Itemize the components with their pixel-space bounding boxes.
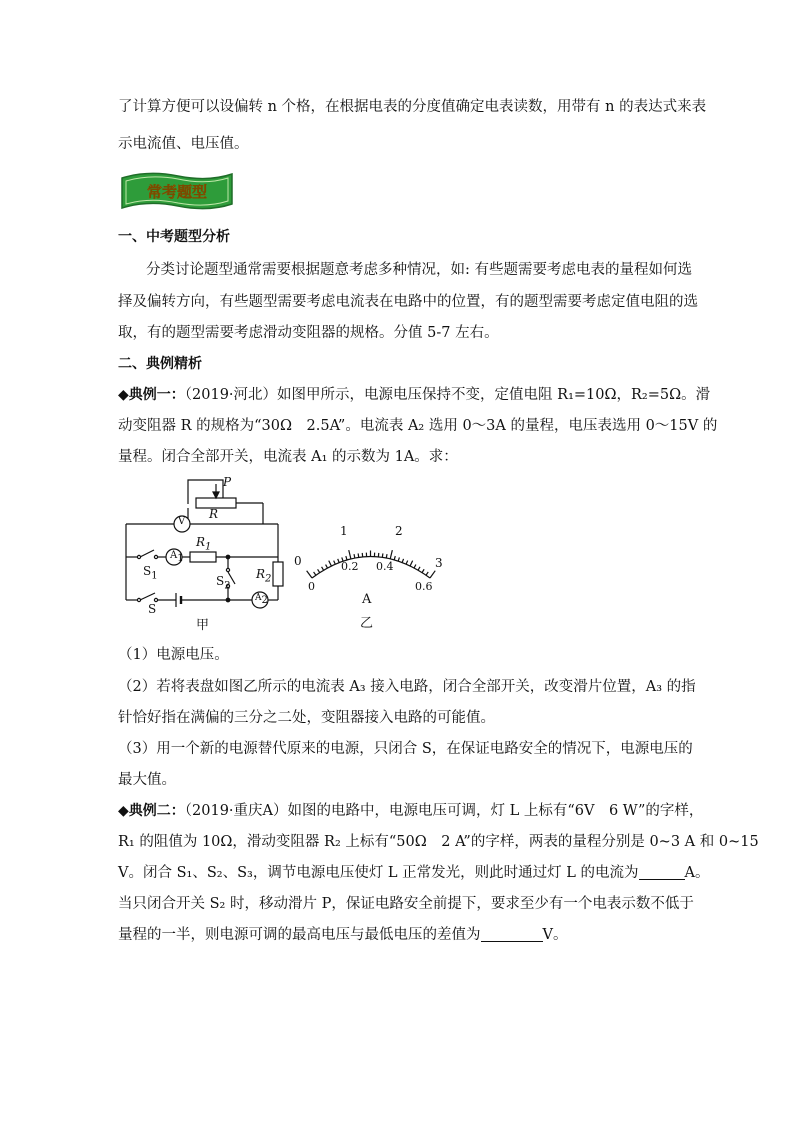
caption-jia: 甲 <box>196 618 210 633</box>
example2-line-4: 当只闭合开关 S₂ 时，移动滑片 P，保证电路安全前提下，要求至少有一个电表示数不低于 <box>118 896 694 912</box>
example1-q1: （1）电源电压。 <box>118 647 229 663</box>
label-A1: $A_1$ <box>170 550 184 564</box>
upper-scale-2: 2 <box>395 524 403 538</box>
caption-yi: 乙 <box>360 616 374 631</box>
example2-text-1: （2019·重庆A）如图的电路中，电源电压可调，灯 L 上标有“6V 6 W”的字样， <box>184 803 704 819</box>
answer-blank-1[interactable] <box>639 861 685 880</box>
lower-scale-1: 0.2 <box>341 560 359 573</box>
example1-q3-line-1: （3）用一个新的电源替代原来的电源，只闭合 S，在保证电路安全的情况下，电源电压的 <box>118 741 693 757</box>
example2-label: ◆典例二： <box>118 803 185 819</box>
example1-line-1 <box>118 380 711 410</box>
example2-line-3: V。闭合 S₁、S₂、S₃，调节电源电压使灯 L 正常发光，则此时通过灯 L 的电流为 A。 <box>118 858 678 888</box>
example2-line-1 <box>118 796 704 826</box>
example1-text-1: （2019·河北）如图甲所示，电源电压保持不变，定值电阻 R₁=10Ω，R₂=5Ω。滑 <box>184 387 711 403</box>
example1-label: ◆典例一： <box>118 387 185 403</box>
dial-unit: A <box>362 592 372 607</box>
circuit-labels <box>118 472 293 632</box>
example2-line-2: R₁ 的阻值为 10Ω，滑动变阻器 R₂ 上标有“50Ω 2 A”的字样，两表的量程分别是 0~3 A 和 0~15 <box>118 834 759 850</box>
lower-scale-0: 0 <box>308 580 315 593</box>
label-R: R <box>209 507 219 521</box>
dial-labels <box>290 520 450 635</box>
label-S2: $S_2$ <box>216 574 231 592</box>
label-V: V <box>178 516 186 527</box>
lower-scale-2: 0.4 <box>376 560 394 573</box>
section1-para-line-3: 取，有的题型需要考虑滑动变阻器的规格。分值 5-7 左右。 <box>118 325 499 341</box>
example1-line-3: 量程。闭合全部开关，电流表 A₁ 的示数为 1A。求： <box>118 449 458 465</box>
example1-q2-line-2: 针恰好指在满偏的三分之二处，变阻器接入电路的可能值。 <box>118 710 495 726</box>
upper-scale-3: 3 <box>435 556 443 570</box>
section1-para-line-1: 分类讨论题型通常需要根据题意考虑多种情况，如: 有些题需要考虑电表的量程如何选 <box>146 262 692 278</box>
label-S1: $S_1$ <box>143 564 158 582</box>
badge-banner <box>118 170 236 214</box>
label-A2: $A_2$ <box>255 593 268 606</box>
label-R1: $R_1$ <box>196 535 212 553</box>
label-R2: $R_2$ <box>256 567 272 585</box>
label-S: S <box>148 602 157 616</box>
label-P: P <box>223 475 232 489</box>
example2-line-5: 量程的一半，则电源可调的最高电压与最低电压的差值为 V。 <box>118 920 678 950</box>
upper-scale-1: 1 <box>340 524 348 538</box>
answer-blank-2[interactable] <box>481 923 543 942</box>
lower-scale-3: 0.6 <box>415 580 433 593</box>
example1-q2-line-1: （2）若将表盘如图乙所示的电流表 A₃ 接入电路，闭合全部开关，改变滑片位置，A₃ 的指 <box>118 679 696 695</box>
upper-scale-0: 0 <box>294 554 302 568</box>
badge-label: 常考题型 <box>146 183 208 201</box>
section1-heading: 一、中考题型分析 <box>118 229 230 245</box>
example1-q3-line-2: 最大值。 <box>118 772 176 788</box>
example1-line-2: 动变阻器 R 的规格为“30Ω 2.5A”。电流表 A₂ 选用 0～3A 的量程，电压表选用 0～15V 的 <box>118 418 718 434</box>
intro-line-2: 示电流值、电压值。 <box>118 136 249 152</box>
section1-para-line-2: 择及偏转方向，有些题型需要考虑电流表在电路中的位置，有的题型需要考虑定值电阻的选 <box>118 294 698 310</box>
section2-heading: 二、典例精析 <box>118 356 202 372</box>
intro-line-1: 了计算方便可以设偏转 n 个格，在根据电表的分度值确定电表读数，用带有 n 的表达式来表 <box>118 99 707 115</box>
